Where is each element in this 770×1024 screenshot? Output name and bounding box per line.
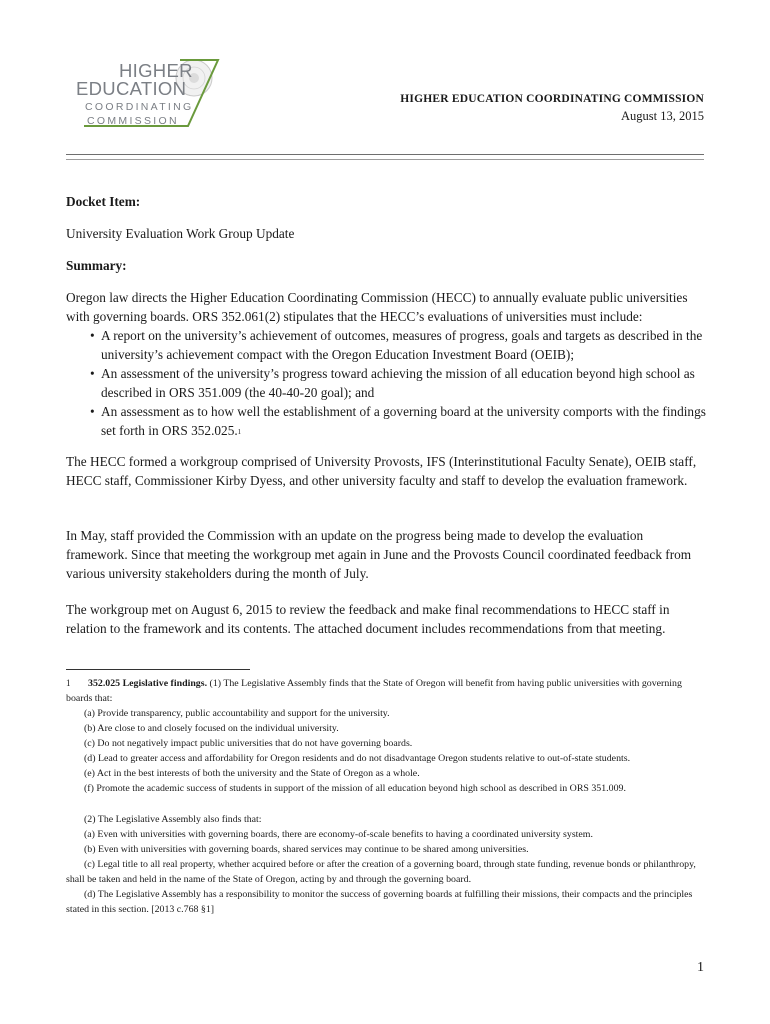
- footnote-reference[interactable]: 1: [237, 428, 242, 436]
- footnote-intro: (1) The Legislative Assembly finds that the State of Oregon will benefit from having public universities with governing boards that:: [66, 678, 682, 704]
- list-item: (f) Promote the academic success of students in support of the mission of all education beyond high school as described in ORS 351.009.: [84, 783, 626, 794]
- list-item: (b) Even with universities with governing boards, shared services may continue to be shared among universities.: [84, 844, 529, 855]
- footnote-part-2: [66, 812, 706, 917]
- logo-text-coordinating: COORDINATING: [85, 101, 194, 113]
- header-divider-secondary: [66, 159, 704, 160]
- list-item: (e) Act in the best interests of both the university and the State of Oregon as a whole.: [84, 768, 420, 779]
- organization-name: HIGHER EDUCATION COORDINATING COMMISSION: [400, 93, 704, 105]
- workgroup-paragraph: The HECC formed a workgroup comprised of University Provosts, IFS (Interinstitutional Faculty Senate), OEIB staff, HECC staff, Commissioner Kirby Dyess, and other university faculty and staff to develop the evaluation framework.: [66, 454, 697, 488]
- list-item: (d) Lead to greater access and affordability for Oregon residents and do not disadvantage Oregon students relative to out-of-state students.: [84, 753, 631, 764]
- footnote-separator: [66, 669, 250, 670]
- list-item: (c) Legal title to all real property, whether acquired before or after the creation of a governing board, through state funding, revenue bonds or philanthropy, shall be taken and held in the name of the State of Oregon, acting by and through the governing board.: [66, 859, 696, 885]
- bullet-icon: •: [90, 404, 95, 419]
- logo-text-education: EDUCATION: [76, 78, 187, 99]
- list-item: [66, 326, 706, 364]
- summary-intro-text: Oregon law directs the Higher Education Coordinating Commission (HECC) to annually evaluate public universities with governing boards. ORS 352.061(2) stipulates that the HECC’s evaluations of universities must include:: [66, 290, 688, 324]
- list-item: (a) Even with universities with governing boards, there are economy-of-scale benefits to having a coordinated university system.: [84, 829, 593, 840]
- summary-intro-paragraph: [66, 288, 706, 440]
- hecc-logo: [76, 58, 226, 130]
- page-number: 1: [697, 960, 704, 975]
- list-item: (a) Provide transparency, public accountability and support for the university.: [84, 708, 390, 719]
- footnote: [66, 676, 706, 706]
- august-meeting-paragraph: The workgroup met on August 6, 2015 to review the feedback and make final recommendations to HECC staff in relation to the framework and its contents. The attached document includes recommendations from that meeting.: [66, 602, 670, 636]
- list-item: (c) Do not negatively impact public universities that do not have governing boards.: [84, 738, 413, 749]
- bullet-icon: •: [90, 328, 95, 343]
- logo-text-commission: COMMISSION: [87, 115, 179, 127]
- list-item: (b) Are close to and closely focused on the individual university.: [84, 723, 339, 734]
- list-item: [66, 402, 706, 440]
- evaluation-requirements-list: [66, 326, 706, 440]
- header-divider: [66, 154, 704, 155]
- list-item: [66, 364, 706, 402]
- footnote-part-2-intro: (2) The Legislative Assembly also finds that:: [84, 814, 262, 825]
- docket-item-title: University Evaluation Work Group Update: [66, 226, 295, 241]
- list-item-text: A report on the university’s achievement of outcomes, measures of progress, goals and targets as described in the university’s achievement compact with the Oregon Education Investment Board (OEIB);: [101, 328, 703, 362]
- docket-item-label: Docket Item:: [66, 194, 141, 209]
- footnote-title: 352.025 Legislative findings.: [88, 678, 208, 689]
- bullet-icon: •: [90, 366, 95, 381]
- list-item-text: An assessment as to how well the establishment of a governing board at the university comports with the findings set forth in ORS 352.025.: [101, 404, 706, 438]
- logo-text-higher: HIGHER: [119, 60, 193, 81]
- list-item: (d) The Legislative Assembly has a responsibility to monitor the success of governing boards at fulfilling their missions, their compacts and the principles stated in this section. [2013 c.768 §1]: [66, 889, 693, 915]
- summary-label: Summary:: [66, 258, 127, 273]
- may-update-paragraph: In May, staff provided the Commission with an update on the progress being made to develop the evaluation framework. Since that meeting the workgroup met again in June and the Provosts Council coordinated feedback from various university stakeholders during the month of July.: [66, 528, 692, 581]
- list-item-text: An assessment of the university’s progress toward achieving the mission of all education beyond high school as described in ORS 351.009 (the 40-40-20 goal); and: [101, 366, 695, 400]
- footnote-findings-list: [66, 706, 706, 796]
- meeting-date: August 13, 2015: [621, 109, 704, 123]
- footnote-marker: 1: [66, 678, 71, 688]
